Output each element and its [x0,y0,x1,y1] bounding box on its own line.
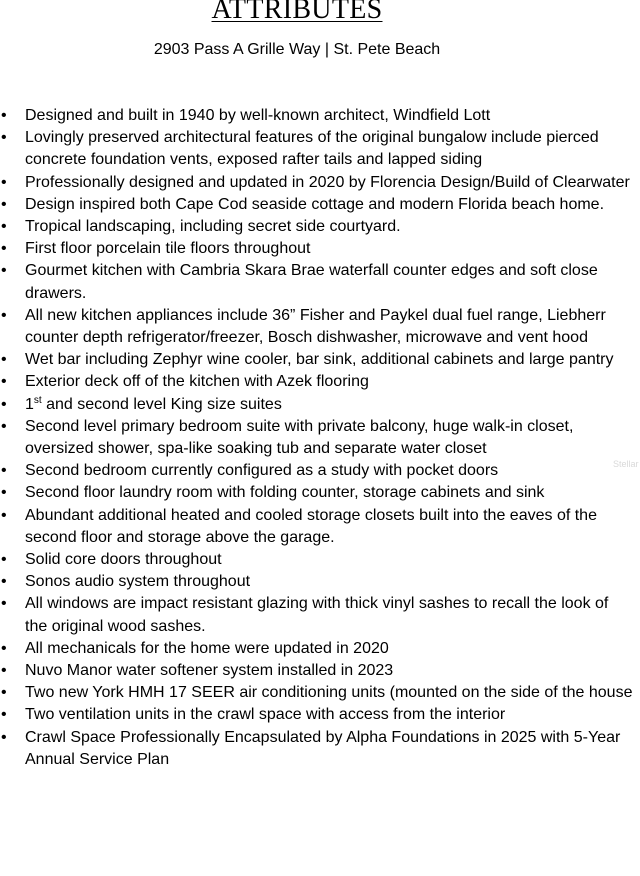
list-item-text: Design inspired both Cape Cod seaside cottage and modern Florida beach home. [25,195,605,213]
list-item [0,238,640,260]
list-item-text: All mechanicals for the home were updated in 2020 [25,639,389,657]
list-item-text: Second bedroom currently configured as a study with pocket doors [25,462,499,480]
list-item-text: Abundant additional heated and cooled storage closets built into the eaves of the second floor and storage above the garage. [25,506,597,546]
list-item-text: and second level King size suites [41,395,282,413]
list-item [0,305,640,349]
list-item [0,194,640,216]
list-item [0,571,640,593]
list-item-text: Second level primary bedroom suite with private balcony, huge walk-in closet, oversized shower, spa-like soaking tub and separate water closet [25,417,574,458]
page-title: ATTRIBUTES [211,0,383,25]
list-item [0,394,640,416]
list-item [0,660,640,682]
list-item-text: Two ventilation units in the crawl space with access from the interior [25,706,506,724]
list-item [0,127,640,171]
list-item [0,704,640,726]
ordinal-number: 1 [25,395,34,413]
list-item-text: Two new York HMH 17 SEER air conditioning units (mounted on the side of the house [25,684,633,702]
list-item [0,216,640,238]
list-item-text: Solid core doors throughout [25,551,222,569]
list-item [0,638,640,660]
list-item [0,260,640,304]
list-item [0,593,640,637]
list-item-text: Designed and built in 1940 by well-known architect, Windfield Lott [25,107,491,124]
list-item-text: Nuvo Manor water softener system installed in 2023 [25,662,394,680]
list-item [0,549,640,571]
list-item [0,349,640,371]
list-item-text: First floor porcelain tile floors throughout [25,240,311,258]
list-item-text: Gourmet kitchen with Cambria Skara Brae waterfall counter edges and soft close drawers. [25,262,598,302]
list-item-text: Lovingly preserved architectural features of the original bungalow include pierced concrete foundation vents, exposed rafter tails and lapped siding [25,129,599,169]
list-item-text: Wet bar including Zephyr wine cooler, bar sink, additional cabinets and large pantry [25,351,614,369]
list-item-text: Exterior deck off of the kitchen with Azek flooring [25,373,369,391]
list-item-text: All windows are impact resistant glazing with thick vinyl sashes to recall the look of the original wood sashes. [25,595,609,635]
list-item [0,416,640,460]
list-item [0,682,640,704]
list-item-text: Crawl Space Professionally Encapsulated by Alpha Foundations in 2025 with 5-Year Annual Service Plan [25,728,621,768]
attributes-list [0,105,640,771]
ordinal-suffix: st [33,394,42,406]
list-item-text: Tropical landscaping, including secret side courtyard. [25,218,401,236]
list-item-text: Professionally designed and updated in 2020 by Florencia Design/Build of Clearwater [25,173,630,191]
property-address: 2903 Pass A Grille Way | St. Pete Beach [153,41,441,58]
list-item [0,105,640,127]
list-item [0,505,640,549]
watermark: Stellar [613,459,639,469]
list-item [0,482,640,504]
list-item-text: All new kitchen appliances include 36” Fisher and Paykel dual fuel range, Liebherr counter depth refrigerator/freezer, Bosch dishwasher, microwave and vent hood [25,306,606,347]
list-item [0,727,640,771]
list-item [0,172,640,194]
list-item-text: Second floor laundry room with folding counter, storage cabinets and sink [25,484,545,502]
list-item-text: Sonos audio system throughout [25,573,251,591]
list-item [0,371,640,393]
list-item [0,460,640,482]
